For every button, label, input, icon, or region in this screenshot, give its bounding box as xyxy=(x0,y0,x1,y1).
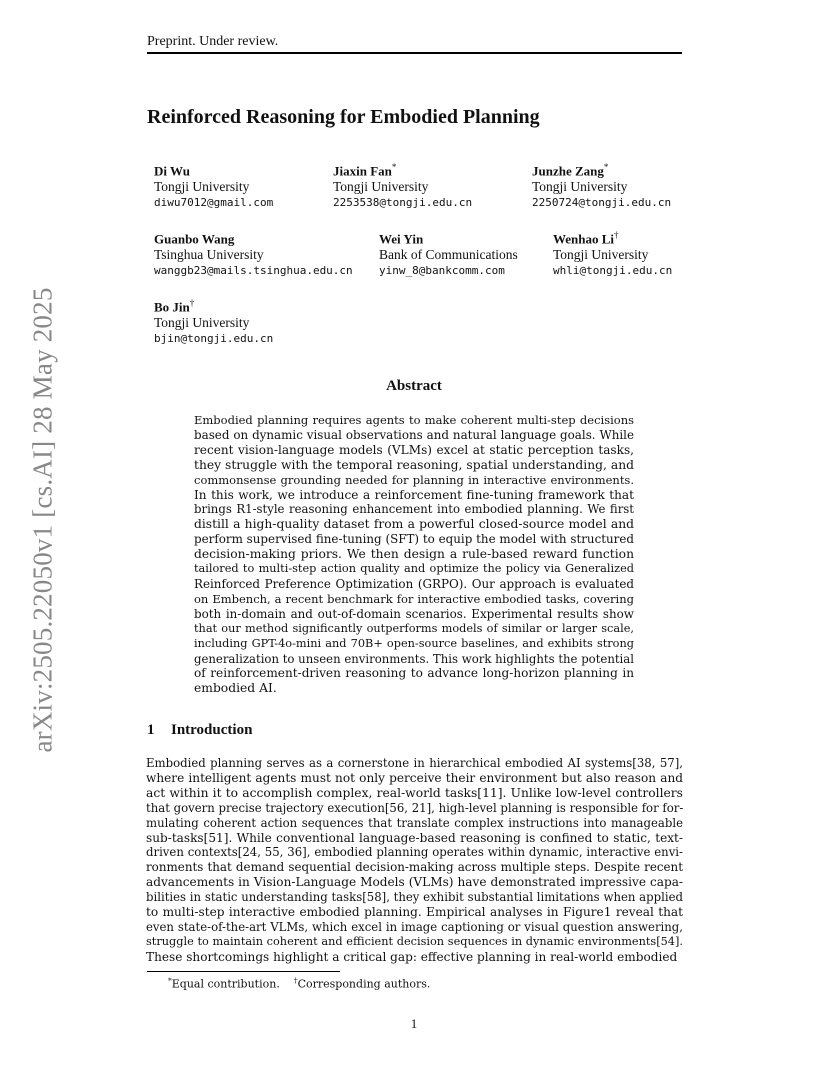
text-line: embodied AI. xyxy=(194,681,277,696)
header-rule xyxy=(147,52,682,54)
text-line: even state-of-the-art VLMs, which excel in image captioning or visual question answering, xyxy=(146,919,683,934)
text-line: that govern precise trajectory execution[56, 21], high-level planning is responsible for for- xyxy=(146,800,684,815)
author-name: Wenhao Li† xyxy=(553,230,619,247)
equal-contribution-mark: * xyxy=(168,976,172,985)
text-line: perform supervised fine-tuning (SFT) to equip the model with structured xyxy=(194,532,634,547)
text-line: to multi-step interactive embodied planning. Empirical analyses in Figure1 reveal that xyxy=(146,905,683,920)
text-line: of reinforcement-driven reasoning to advance long-horizon planning in xyxy=(194,666,634,681)
preprint-note: Preprint. Under review. xyxy=(147,34,279,49)
text-line: Embodied planning requires agents to make coherent multi-step decisions xyxy=(194,413,634,427)
text-line: sub-tasks[51]. While conventional language-based reasoning is confined to static, text- xyxy=(146,830,683,845)
author-email: 2250724@tongji.edu.cn xyxy=(532,196,672,210)
author-block xyxy=(553,227,672,279)
section-title: Introduction xyxy=(171,722,253,738)
introduction-body xyxy=(146,756,683,965)
text-line: ronments that demand sequential decision-making across multiple steps. Despite recent xyxy=(146,860,683,875)
author-name: Bo Jin† xyxy=(154,298,195,315)
author-name: Di Wu xyxy=(154,163,191,179)
text-line: that our method significantly outperforms models of similar or larger scale, xyxy=(194,621,634,635)
text-line: advancements in Vision-Language Models (VLMs) have demonstrated impressive capa- xyxy=(146,875,683,890)
author-block xyxy=(154,159,273,211)
text-line: struggle to maintain coherent and efficient decision sequences in dynamic environments[54]. xyxy=(146,934,683,948)
text-line: distill a high-quality dataset from a powerful closed-source model and xyxy=(194,517,634,532)
author-email: bjin@tongji.edu.cn xyxy=(154,332,274,346)
paper-title: Reinforced Reasoning for Embodied Planning xyxy=(147,106,540,128)
author-email: wanggb23@mails.tsinghua.edu.cn xyxy=(154,264,353,278)
text-line: driven contexts[24, 55, 36], embodied planning operates within dynamic, interactive envi- xyxy=(146,845,683,860)
author-affiliation: Tongji University xyxy=(333,179,429,195)
text-line: act within it to accomplish complex, real-world tasks[11]. Unlike low-level controllers xyxy=(146,785,683,800)
author-affiliation: Tongji University xyxy=(553,247,649,263)
text-line: generalization to unseen environments. This work highlights the potential xyxy=(194,651,634,666)
text-line: both in-domain and out-of-domain scenarios. Experimental results show xyxy=(194,606,634,621)
arxiv-stamp: arXiv:2505.22050v1 [cs.AI] 28 May 2025 xyxy=(27,287,58,753)
author-email: 2253538@tongji.edu.cn xyxy=(333,196,473,210)
text-line: brings R1-style reasoning enhancement into embodied planning. We first xyxy=(194,502,634,517)
author-name: Jiaxin Fan* xyxy=(333,162,397,179)
text-line: tailored to multi-step action quality and optimize the policy via Generalized xyxy=(194,562,634,576)
author-block xyxy=(532,159,671,211)
footnotes xyxy=(168,976,430,991)
author-name: Guanbo Wang xyxy=(154,231,235,247)
author-name: Wei Yin xyxy=(379,231,424,247)
text-line: commonsense grounding needed for planning in interactive environments. xyxy=(194,472,634,487)
author-block xyxy=(154,295,273,347)
text-line: where intelligent agents must not only perceive their environment but also reason and xyxy=(146,770,683,785)
text-line: including GPT-4o-mini and 70B+ open-source baselines, and exhibits strong xyxy=(194,636,634,650)
author-block xyxy=(333,159,472,211)
author-affiliation: Tsinghua University xyxy=(154,247,264,263)
section-heading xyxy=(147,722,252,739)
author-affiliation: Tongji University xyxy=(532,179,628,195)
footnote-rule xyxy=(147,971,340,972)
author-block xyxy=(154,227,353,279)
equal-contribution-note: Equal contribution. xyxy=(171,977,280,991)
text-line: recent vision-language models (VLMs) excel at static perception tasks, xyxy=(194,442,634,457)
author-email: yinw_8@bankcomm.com xyxy=(379,264,505,278)
text-line: bilities in static understanding tasks[58], they exhibit substantial limitations when applied xyxy=(146,890,683,905)
page-number: 1 xyxy=(410,1016,418,1031)
text-line: on Embench, a recent benchmark for interactive embodied tasks, covering xyxy=(194,591,634,606)
text-line: Reinforced Preference Optimization (GRPO). Our approach is evaluated xyxy=(194,576,634,591)
text-line: Embodied planning serves as a cornerstone in hierarchical embodied AI systems[38, 57], xyxy=(146,756,683,770)
author-affiliation: Bank of Communications xyxy=(379,247,518,263)
author-affiliation: Tongji University xyxy=(154,179,250,195)
text-line: based on dynamic visual observations and natural language goals. While xyxy=(194,427,634,442)
text-line: they struggle with the temporal reasoning, spatial understanding, and xyxy=(194,457,634,472)
text-line: decision-making priors. We then design a rule-based reward function xyxy=(194,547,634,562)
author-email: whli@tongji.edu.cn xyxy=(553,264,673,278)
author-email: diwu7012@gmail.com xyxy=(154,196,274,210)
text-line: These shortcomings highlight a critical gap: effective planning in real-world embodied xyxy=(146,949,678,964)
section-number: 1 xyxy=(147,722,155,738)
author-affiliation: Tongji University xyxy=(154,315,250,331)
corresponding-authors-note: Corresponding authors. xyxy=(297,977,431,991)
abstract-body xyxy=(194,413,634,696)
text-line: In this work, we introduce a reinforcement fine-tuning framework that xyxy=(194,487,634,502)
author-block xyxy=(379,227,518,279)
corresponding-mark: † xyxy=(293,976,298,985)
text-line: mulating coherent action sequences that translate complex instructions into manageable xyxy=(146,815,683,830)
abstract-heading: Abstract xyxy=(386,378,442,394)
author-name: Junzhe Zang* xyxy=(532,162,609,179)
